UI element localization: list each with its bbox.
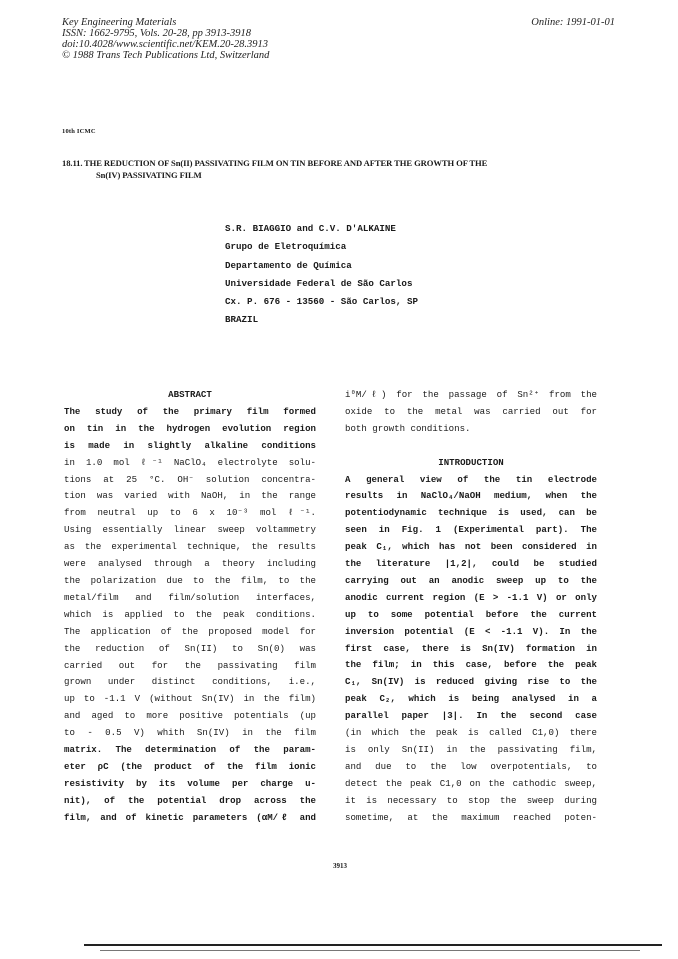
intro-line: peak C₁, which has not been considered in: [345, 541, 597, 553]
abstract-line: nit), of the potential drop across the: [64, 794, 316, 806]
intro-line: carrying out an anodic sweep up to the: [345, 574, 597, 586]
abstract-line: which is applied to the peak conditions.: [64, 608, 316, 620]
abstract-body: [64, 404, 316, 827]
paper-title: [62, 157, 614, 181]
introduction-body: [345, 472, 597, 827]
abstract-continuation: [345, 387, 597, 438]
intro-line: parallel paper |3|. In the second case: [345, 710, 597, 722]
abstract-line: were analysed through a theory including: [64, 558, 316, 570]
intro-line: (in which the peak is called C1,0) there: [345, 727, 597, 739]
page-number: 3913: [333, 862, 347, 870]
intro-line: inversion potential (E < -1.1 V). In the: [345, 625, 597, 637]
intro-line: seen in Fig. 1 (Experimental part). The: [345, 524, 597, 536]
intro-line: the film; in this case, before the peak: [345, 659, 597, 671]
conference-label: 10th ICMC: [62, 128, 96, 135]
abstract-line: i⁰M/ℓ) for the passage of Sn²⁺ from the: [345, 389, 597, 400]
abstract-line: the reduction of Sn(II) to Sn(0) was: [64, 642, 316, 654]
abstract-line: is made in slightly alkaline conditions: [64, 439, 316, 451]
intro-line: results in NaClO₄/NaOH medium, when the: [345, 490, 597, 502]
abstract-line: on tin in the hydrogen evolution region: [64, 422, 316, 434]
intro-line: the literature |1,2|, could be studied: [345, 558, 597, 570]
abstract-line: tions at 25 °C. OH⁻ solution concentra-: [64, 473, 316, 485]
author-names: S.R. BIAGGIO and C.V. D'ALKAINE: [225, 223, 396, 234]
doi-line: doi:10.4028/www.scientific.net/KEM.20-28.3913: [62, 39, 268, 50]
intro-line: is only Sn(II) in the passivating film,: [345, 744, 597, 756]
abstract-line: film, and of kinetic parameters (αM/ℓ and: [64, 811, 316, 823]
abstract-line: both growth conditions.: [345, 422, 471, 434]
abstract-line: oxide to the metal was carried out for: [345, 405, 597, 417]
abstract-column: [64, 387, 316, 827]
abstract-line: Using essentially linear sweep voltammetry: [64, 524, 316, 536]
affiliation-line: Departamento de Química: [225, 259, 352, 271]
introduction-heading: INTRODUCTION: [438, 456, 504, 468]
title-line-2: Sn(IV) PASSIVATING FILM: [96, 170, 202, 180]
abstract-line: as the experimental technique, the results: [64, 541, 316, 553]
intro-line: first case, there is Sn(IV) formation in: [345, 642, 597, 654]
scan-edge-line: [84, 944, 662, 946]
abstract-line: from neutral up to 6 x 10⁻³ mol ℓ⁻¹.: [64, 507, 316, 519]
intro-line: and due to the low overpotentials, to: [345, 760, 597, 772]
journal-name: Key Engineering Materials: [62, 17, 177, 28]
section-number: 18.11.: [62, 158, 83, 168]
abstract-line: carried out for the passivating film: [64, 659, 316, 671]
intro-line: detect the peak C1,0 on the cathodic sweep,: [345, 777, 597, 789]
abstract-line: eter ρC (the product of the film ionic: [64, 760, 316, 772]
right-column: [345, 387, 597, 827]
intro-line: A general view of the tin electrode: [345, 473, 597, 485]
abstract-line: and aged to more positive potentials (up: [64, 710, 316, 722]
abstract-line: resistivity by its volume per charge u-: [64, 777, 316, 789]
affiliation-line: BRAZIL: [225, 314, 259, 326]
abstract-line: up to -1.1 V (without Sn(IV) in the film): [64, 693, 316, 705]
abstract-line: The study of the primary film formed: [64, 405, 316, 417]
author-block: [225, 220, 418, 330]
intro-line: sometime, at the maximum reached poten-: [345, 811, 597, 823]
intro-line: up to some potential before the current: [345, 608, 597, 620]
abstract-line: to - 0.5 V) whith Sn(IV) in the film: [64, 727, 316, 739]
title-line-1: THE REDUCTION OF Sn(II) PASSIVATING FILM ON TIN BEFORE AND AFTER THE GROWTH OF THE: [84, 158, 488, 168]
copyright-line: © 1988 Trans Tech Publications Ltd, Switzerland: [62, 50, 270, 61]
intro-line: C₁, Sn(IV) is reduced giving rise to the: [345, 676, 597, 688]
abstract-line: in 1.0 mol ℓ⁻¹ NaClO₄ electrolyte solu-: [64, 456, 316, 468]
journal-header: [62, 17, 392, 61]
affiliation-line: Universidade Federal de São Carlos: [225, 277, 413, 289]
intro-line: it is necessary to stop the sweep during: [345, 794, 597, 806]
abstract-line: metal/film and film/solution interfaces,: [64, 591, 316, 603]
abstract-line: the polarization due to the film, to the: [64, 574, 316, 586]
abstract-line: tion was varied with NaOH, in the range: [64, 490, 316, 502]
abstract-line: matrix. The determination of the param-: [64, 744, 316, 756]
paragraph-gap: [345, 438, 597, 455]
abstract-heading: ABSTRACT: [168, 389, 212, 400]
intro-line: peak C₂, which is being analysed in a: [345, 693, 597, 705]
issn-line: ISSN: 1662-9795, Vols. 20-28, pp 3913-3918: [62, 28, 251, 39]
intro-line: potentiodynamic technique is used, can be: [345, 507, 597, 519]
scan-edge-line: [100, 950, 640, 951]
online-date: Online: 1991-01-01: [531, 17, 615, 28]
affiliation-line: Cx. P. 676 - 13560 - São Carlos, SP: [225, 296, 418, 308]
abstract-line: The application of the proposed model for: [64, 625, 316, 637]
intro-line: anodic current region (E > -1.1 V) or only: [345, 591, 597, 603]
abstract-line: grown under distinct conditions, i.e.,: [64, 676, 316, 688]
affiliation-line: Grupo de Eletroquímica: [225, 241, 347, 253]
